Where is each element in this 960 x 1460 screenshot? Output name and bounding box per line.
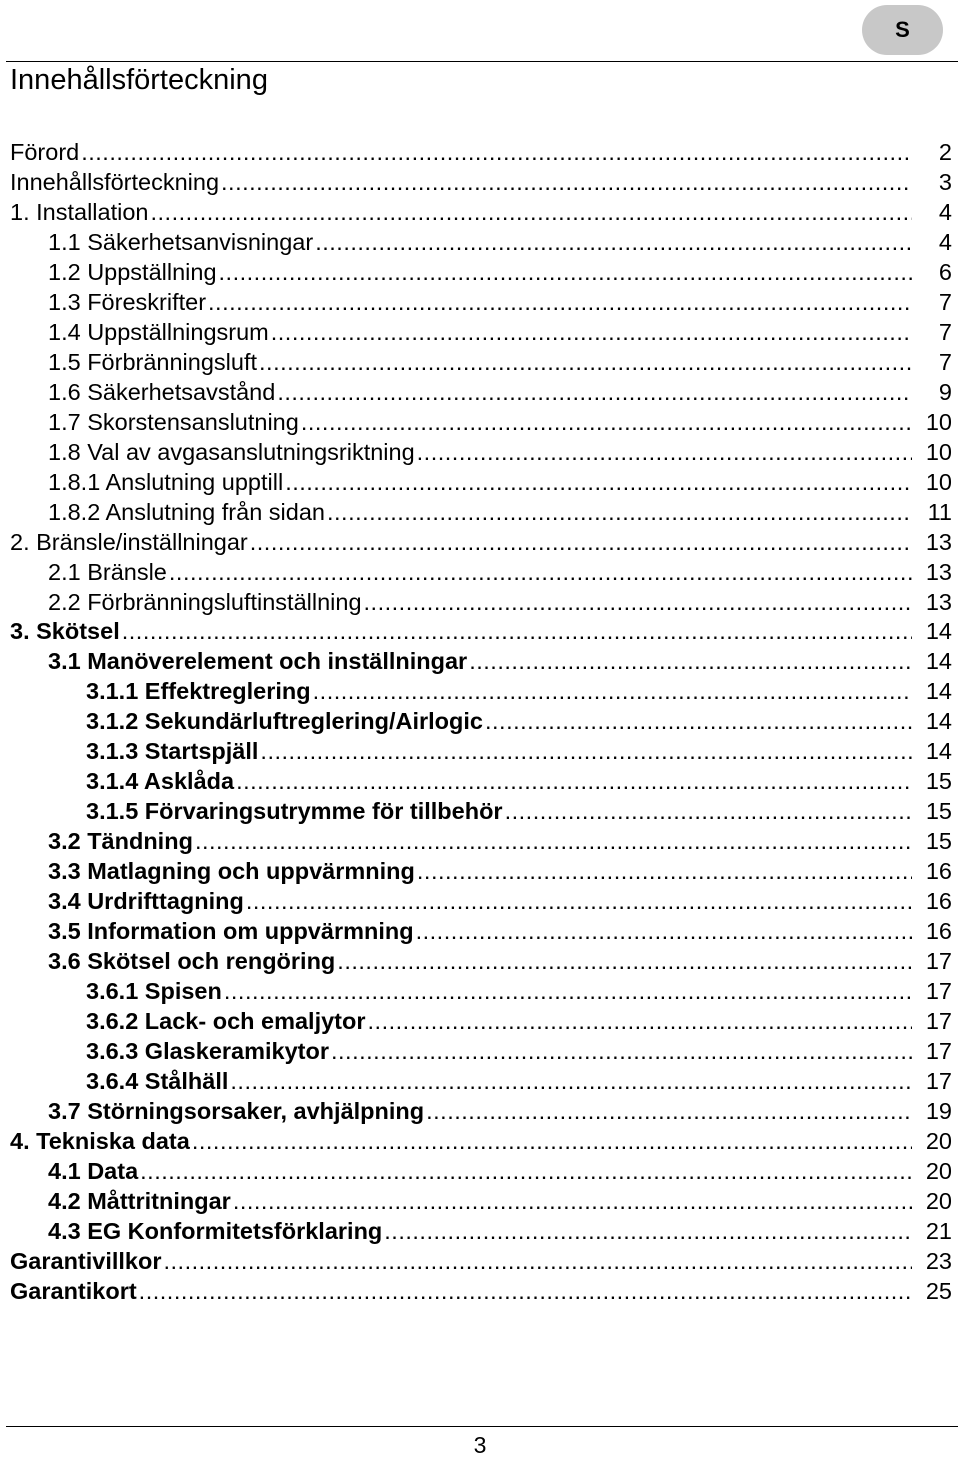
toc-entry-page: 14 bbox=[925, 738, 952, 765]
toc-entry[interactable] bbox=[0, 557, 960, 587]
toc-entry-label: 2.1 Bränsle bbox=[48, 558, 167, 585]
toc-entry[interactable] bbox=[0, 1066, 960, 1096]
toc-entry[interactable] bbox=[0, 377, 960, 407]
toc-entry[interactable] bbox=[0, 706, 960, 736]
toc-dot-leader bbox=[122, 617, 912, 645]
toc-entry[interactable] bbox=[0, 137, 960, 167]
toc-entry-page: 13 bbox=[925, 588, 952, 615]
toc-dot-leader bbox=[301, 408, 912, 436]
toc-entry-label: Garantikort bbox=[10, 1277, 137, 1304]
toc-dot-leader bbox=[469, 647, 912, 675]
page-number: 3 bbox=[473, 1432, 487, 1458]
toc-entry-page: 14 bbox=[925, 648, 952, 675]
toc-entry[interactable] bbox=[0, 1036, 960, 1066]
toc-entry[interactable] bbox=[0, 287, 960, 317]
toc-entry-page: 11 bbox=[927, 498, 952, 525]
toc-entry-label: Förord bbox=[10, 138, 80, 165]
toc-entry[interactable] bbox=[0, 916, 960, 946]
toc-entry[interactable] bbox=[0, 1126, 960, 1156]
toc-entry[interactable] bbox=[0, 317, 960, 347]
toc-dot-leader bbox=[250, 528, 912, 556]
toc-entry[interactable] bbox=[0, 497, 960, 527]
toc-entry-page: 17 bbox=[925, 1038, 952, 1065]
toc-dot-leader bbox=[259, 348, 912, 376]
toc-entry-label: 3.1 Manöverelement och inställningar bbox=[48, 648, 468, 675]
toc-entry-label: 3.3 Matlagning och uppvärmning bbox=[48, 858, 415, 885]
toc-dot-leader bbox=[233, 1187, 912, 1215]
toc-dot-leader bbox=[327, 498, 912, 526]
toc-dot-leader bbox=[221, 168, 912, 196]
toc-entry-label: 3.1.4 Asklåda bbox=[86, 768, 235, 795]
toc-dot-leader bbox=[485, 707, 912, 735]
toc-entry-label: 1.4 Uppställningsrum bbox=[48, 318, 269, 345]
table-of-contents bbox=[0, 137, 960, 1306]
toc-entry[interactable] bbox=[0, 856, 960, 886]
toc-entry-page: 20 bbox=[925, 1157, 952, 1184]
toc-entry-label: 3.6.1 Spisen bbox=[86, 978, 222, 1005]
toc-entry-label: 1.8.1 Anslutning upptill bbox=[48, 468, 284, 495]
toc-entry-label: 1.8.2 Anslutning från sidan bbox=[48, 498, 325, 525]
toc-entry-label: Garantivillkor bbox=[10, 1247, 162, 1274]
toc-entry-page: 21 bbox=[925, 1217, 952, 1244]
toc-entry-page: 20 bbox=[925, 1127, 952, 1154]
toc-entry[interactable] bbox=[0, 1006, 960, 1036]
toc-entry-label: 3.1.5 Förvaringsutrymme för tillbehör bbox=[86, 798, 503, 825]
toc-entry[interactable] bbox=[0, 437, 960, 467]
toc-dot-leader bbox=[416, 917, 912, 945]
toc-entry-label: 1.3 Föreskrifter bbox=[48, 288, 207, 315]
toc-entry-page: 17 bbox=[925, 948, 952, 975]
toc-entry-page: 19 bbox=[925, 1097, 952, 1124]
toc-dot-leader bbox=[219, 258, 912, 286]
toc-entry-page: 6 bbox=[938, 258, 952, 285]
toc-dot-leader bbox=[277, 378, 912, 406]
toc-dot-leader bbox=[313, 677, 912, 705]
toc-dot-leader bbox=[224, 977, 912, 1005]
toc-entry-page: 7 bbox=[938, 348, 952, 375]
toc-entry-label: 1.1 Säkerhetsanvisningar bbox=[48, 228, 314, 255]
toc-dot-leader bbox=[426, 1097, 912, 1125]
toc-entry-label: 3.2 Tändning bbox=[48, 828, 193, 855]
toc-entry-page: 25 bbox=[925, 1277, 952, 1304]
toc-entry-page: 10 bbox=[925, 468, 952, 495]
toc-entry-label: 1.7 Skorstensanslutning bbox=[48, 408, 299, 435]
toc-entry[interactable] bbox=[0, 1246, 960, 1276]
toc-entry-page: 9 bbox=[938, 378, 952, 405]
toc-entry[interactable] bbox=[0, 646, 960, 676]
toc-entry[interactable] bbox=[0, 1156, 960, 1186]
toc-entry[interactable] bbox=[0, 227, 960, 257]
toc-entry-page: 3 bbox=[938, 168, 952, 195]
language-badge: S bbox=[862, 5, 943, 55]
toc-entry-label: 3.6.4 Stålhäll bbox=[86, 1068, 229, 1095]
toc-entry-label: 1.2 Uppställning bbox=[48, 258, 217, 285]
toc-entry-label: 2. Bränsle/inställningar bbox=[10, 528, 248, 555]
toc-entry-page: 4 bbox=[938, 228, 952, 255]
toc-entry[interactable] bbox=[0, 587, 960, 617]
toc-entry[interactable] bbox=[0, 347, 960, 377]
toc-dot-leader bbox=[150, 198, 912, 226]
toc-entry[interactable] bbox=[0, 1096, 960, 1126]
toc-entry-label: 3.6.2 Lack- och emaljytor bbox=[86, 1008, 366, 1035]
toc-entry-page: 23 bbox=[925, 1247, 952, 1274]
toc-entry[interactable] bbox=[0, 976, 960, 1006]
toc-entry-label: 4.2 Måttritningar bbox=[48, 1187, 231, 1214]
toc-entry[interactable] bbox=[0, 197, 960, 227]
toc-entry-page: 10 bbox=[925, 408, 952, 435]
toc-entry-page: 13 bbox=[925, 528, 952, 555]
toc-dot-leader bbox=[81, 138, 912, 166]
toc-entry-page: 17 bbox=[925, 1008, 952, 1035]
toc-entry[interactable] bbox=[0, 766, 960, 796]
toc-entry[interactable] bbox=[0, 617, 960, 647]
toc-entry[interactable] bbox=[0, 407, 960, 437]
toc-entry-page: 16 bbox=[925, 918, 952, 945]
toc-dot-leader bbox=[505, 797, 912, 825]
toc-dot-leader bbox=[364, 588, 912, 616]
toc-entry-page: 15 bbox=[925, 798, 952, 825]
toc-entry-label: 3.4 Urdrifttagning bbox=[48, 888, 244, 915]
toc-dot-leader bbox=[271, 318, 912, 346]
toc-entry-page: 16 bbox=[925, 888, 952, 915]
toc-entry-page: 10 bbox=[925, 438, 952, 465]
toc-entry-label: 4.3 EG Konformitetsförklaring bbox=[48, 1217, 383, 1244]
toc-dot-leader bbox=[368, 1007, 912, 1035]
toc-entry-label: 3.6.3 Glaskeramikytor bbox=[86, 1038, 329, 1065]
toc-dot-leader bbox=[236, 767, 912, 795]
toc-entry-page: 15 bbox=[925, 828, 952, 855]
toc-entry-label: 1.8 Val av avgasanslutningsriktning bbox=[48, 438, 415, 465]
toc-entry-page: 2 bbox=[938, 138, 952, 165]
toc-entry-label: 3.6 Skötsel och rengöring bbox=[48, 948, 336, 975]
toc-entry-label: 3.1.2 Sekundärluftreglering/Airlogic bbox=[86, 708, 483, 735]
toc-entry[interactable] bbox=[0, 527, 960, 557]
footer-divider bbox=[6, 1426, 958, 1427]
toc-dot-leader bbox=[208, 288, 912, 316]
toc-entry-label: 1.6 Säkerhetsavstånd bbox=[48, 378, 276, 405]
toc-entry[interactable] bbox=[0, 886, 960, 916]
toc-entry-label: 3.5 Information om uppvärmning bbox=[48, 918, 414, 945]
toc-entry-page: 13 bbox=[925, 558, 952, 585]
toc-dot-leader bbox=[164, 1247, 913, 1275]
toc-dot-leader bbox=[417, 438, 912, 466]
toc-entry[interactable] bbox=[0, 676, 960, 706]
toc-entry-page: 14 bbox=[925, 708, 952, 735]
toc-entry[interactable] bbox=[0, 1216, 960, 1246]
toc-dot-leader bbox=[230, 1067, 912, 1095]
toc-entry-label: 4. Tekniska data bbox=[10, 1127, 190, 1154]
toc-dot-leader bbox=[285, 468, 912, 496]
toc-dot-leader bbox=[192, 1127, 912, 1155]
toc-entry-page: 4 bbox=[938, 198, 952, 225]
toc-dot-leader bbox=[417, 857, 912, 885]
toc-entry[interactable] bbox=[0, 946, 960, 976]
toc-entry[interactable] bbox=[0, 826, 960, 856]
toc-entry[interactable] bbox=[0, 467, 960, 497]
toc-entry-page: 20 bbox=[925, 1187, 952, 1214]
toc-entry-label: 3.1.1 Effektreglering bbox=[86, 678, 311, 705]
toc-entry-label: 1. Installation bbox=[10, 198, 149, 225]
toc-dot-leader bbox=[260, 737, 912, 765]
toc-entry-label: 4.1 Data bbox=[48, 1157, 139, 1184]
toc-entry[interactable] bbox=[0, 796, 960, 826]
toc-entry[interactable] bbox=[0, 167, 960, 197]
toc-entry-page: 14 bbox=[925, 678, 952, 705]
toc-entry-label: 3. Skötsel bbox=[10, 618, 120, 645]
toc-entry-page: 7 bbox=[938, 318, 952, 345]
toc-entry-label: 3.7 Störningsorsaker, avhjälpning bbox=[48, 1097, 425, 1124]
toc-entry[interactable] bbox=[0, 1186, 960, 1216]
toc-entry-label: Innehållsförteckning bbox=[10, 168, 220, 195]
toc-entry-label: 3.1.3 Startspjäll bbox=[86, 738, 259, 765]
toc-entry-page: 14 bbox=[925, 618, 952, 645]
toc-entry-page: 17 bbox=[925, 978, 952, 1005]
toc-entry[interactable] bbox=[0, 257, 960, 287]
toc-entry-label: 1.5 Förbränningsluft bbox=[48, 348, 258, 375]
toc-dot-leader bbox=[195, 827, 912, 855]
toc-entry[interactable] bbox=[0, 1276, 960, 1306]
toc-dot-leader bbox=[337, 947, 912, 975]
toc-dot-leader bbox=[169, 558, 912, 586]
toc-entry-page: 15 bbox=[925, 768, 952, 795]
toc-entry-label: 2.2 Förbränningsluftinställning bbox=[48, 588, 362, 615]
toc-dot-leader bbox=[315, 228, 912, 256]
toc-dot-leader bbox=[246, 887, 912, 915]
toc-entry-page: 7 bbox=[938, 288, 952, 315]
toc-entry-page: 17 bbox=[925, 1068, 952, 1095]
toc-dot-leader bbox=[384, 1217, 912, 1245]
toc-dot-leader bbox=[140, 1157, 912, 1185]
toc-entry[interactable] bbox=[0, 736, 960, 766]
page-title: Innehållsförteckning bbox=[10, 64, 268, 96]
toc-entry-page: 16 bbox=[925, 858, 952, 885]
toc-dot-leader bbox=[139, 1277, 912, 1305]
toc-dot-leader bbox=[331, 1037, 912, 1065]
